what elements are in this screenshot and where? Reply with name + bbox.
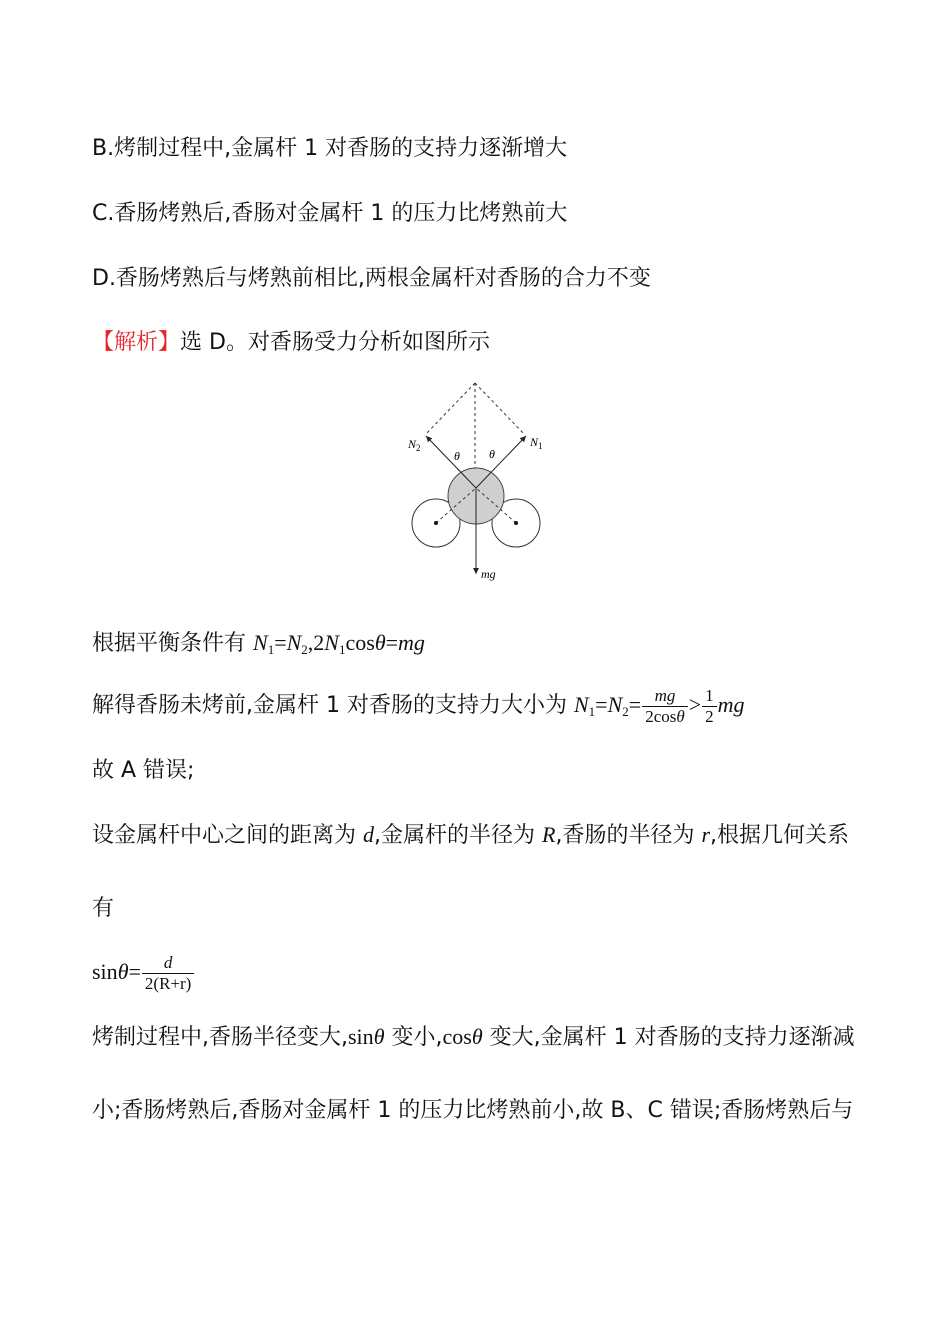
dashed-line-right [475, 383, 525, 435]
geometry-line [92, 820, 849, 851]
conclusion-text-3: 变大,金属杆 1 对香肠的支持力逐渐减 [482, 1025, 855, 1050]
fraction-mg-over-2cos [642, 686, 688, 727]
var-theta: θ [117, 959, 129, 984]
a-wrong-line: 故 A 错误; [92, 758, 195, 783]
fraction-d-over-2rr [142, 953, 194, 994]
var-n: N [253, 630, 268, 655]
theta-left-label: θ [454, 449, 460, 463]
var-mg: mg [398, 630, 425, 655]
geometry-text-4: ,根据几何关系 [710, 823, 850, 848]
theta-right-label: θ [489, 447, 495, 461]
n2-arrow [426, 436, 476, 488]
option-c: C.香肠烤熟后,香肠对金属杆 1 的压力比烤熟前大 [92, 201, 568, 226]
var-d: d [363, 822, 374, 847]
var-mg: mg [717, 692, 745, 717]
sub-1: 1 [588, 704, 596, 719]
comma-two: ,2 [307, 630, 325, 655]
sin: sin [92, 959, 118, 984]
equilibrium-prefix: 根据平衡条件有 [92, 631, 253, 656]
dashed-line-left [425, 383, 475, 435]
option-d: D.香肠烤熟后与烤熟前相比,两根金属杆对香肠的合力不变 [92, 266, 651, 291]
equilibrium-line [92, 628, 425, 665]
sin-equation [92, 952, 195, 994]
var-n: N [607, 692, 623, 717]
geometry-text-3: ,香肠的半径为 [555, 823, 702, 848]
equals: = [385, 630, 399, 655]
sub-1: 1 [338, 642, 346, 657]
analysis-line [92, 328, 490, 358]
n2-label: $N_2$ [408, 437, 421, 453]
option-b: B.烤制过程中,金属杆 1 对香肠的支持力逐渐增大 [92, 136, 568, 161]
conclusion-line-2: 小;香肠烤熟后,香肠对金属杆 1 的压力比烤熟前小,故 B、C 错误;香肠烤熟后与 [92, 1098, 854, 1123]
fraction-half [702, 686, 717, 727]
fraction-numerator: d [142, 953, 194, 974]
fraction-denominator: 2(R+r) [144, 973, 192, 993]
sub-2: 2 [622, 704, 629, 719]
sub-2: 2 [301, 642, 308, 657]
geometry-line-2: 有 [92, 896, 115, 921]
n1-label: $N_1$ [530, 435, 543, 451]
geometry-text-1: 设金属杆中心之间的距离为 [92, 823, 363, 848]
geometry-text-2: ,金属杆的半径为 [374, 823, 542, 848]
conclusion-line-1 [92, 1022, 855, 1053]
greater-than: > [688, 692, 702, 717]
solve-line [92, 685, 745, 732]
force-diagram [400, 378, 560, 583]
conclusion-text-2: 变小, [384, 1025, 443, 1050]
var-n: N [324, 630, 339, 655]
equals: = [274, 630, 287, 655]
fraction-numerator: 1 [702, 686, 717, 707]
var-theta: θ [374, 630, 386, 655]
mg-label: mg [481, 567, 496, 581]
analysis-tag: 【解析】 [92, 330, 181, 355]
var-theta: θ [373, 1024, 385, 1049]
fraction-numerator: mg [642, 686, 688, 707]
n1-arrow [476, 436, 526, 488]
cos: cos [442, 1024, 472, 1049]
fraction-denominator: 2 [705, 706, 714, 726]
sin: sin [348, 1024, 374, 1049]
solve-prefix: 解得香肠未烤前,金属杆 1 对香肠的支持力大小为 [92, 693, 574, 718]
sub-1: 1 [267, 642, 275, 657]
analysis-intro: 选 D。对香肠受力分析如图所示 [180, 330, 490, 355]
var-r-lower: r [701, 822, 711, 847]
equals: = [128, 959, 141, 984]
cos: cos [345, 630, 375, 655]
var-n: N [286, 630, 302, 655]
var-n: N [573, 692, 589, 717]
conclusion-text-1: 烤制过程中,香肠半径变大, [92, 1025, 348, 1050]
var-theta: θ [676, 706, 685, 726]
fraction-denominator: 2cos [645, 706, 677, 726]
var-theta: θ [471, 1024, 483, 1049]
var-r-upper: R [542, 822, 556, 847]
equals: = [628, 692, 642, 717]
equals: = [595, 692, 608, 717]
